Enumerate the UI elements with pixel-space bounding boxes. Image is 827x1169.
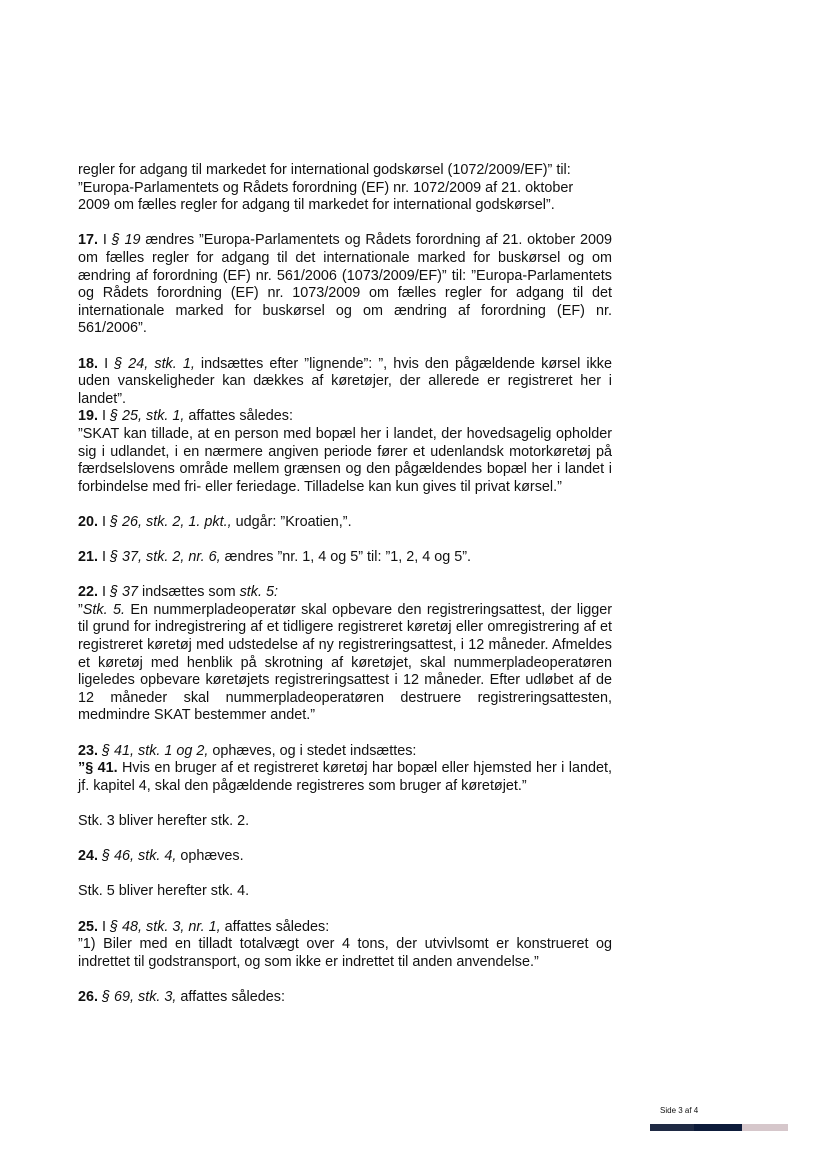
item-20-post: udgår: ”Kroatien,”. (231, 513, 352, 530)
item-21-number: 21. (78, 549, 99, 566)
item-20-ref: § 26, stk. 2, 1. pkt., (110, 513, 232, 530)
item-22-quote-text: En nummerpladeoperatør skal opbevare den registreringsattest, der ligger til grund for indregistrering af et tidligere registreret køretøj eller omregistrering af et registreret køretøj med udstedelse af ny registreringsattest, i 12 måneder. Afmeldes et køretøj med henblik på skrotning af køretøjet, skal nummerpladeoperatøren ligeledes opbevare køretøjets registreringsattest i 12 måneder. Efter udløbet af de 12 måneder skal nummerpladeoperatøren destruere registreringsattesten, medmindre SKAT bestemmer andet.” (78, 601, 612, 724)
item-25-quote: ”1) Biler med en tilladt totalvægt over 4 tons, der utvivlsomt er konstrueret og indrettet til godstransport, og som ikke er indrettet til anden anvendelse.” (78, 936, 612, 970)
item-19-post: affattes således: (184, 408, 293, 425)
item-22-quote-lead: Stk. 5. (82, 601, 125, 618)
item-24 (78, 848, 612, 866)
item-24-note: Stk. 5 bliver herefter stk. 4. (78, 883, 250, 900)
item-22-number: 22. (78, 584, 99, 601)
item-26-number: 26. (78, 988, 99, 1005)
intro-line-3: 2009 om fælles regler for adgang til markedet for international godskørsel”. (78, 197, 555, 214)
item-24-ref: § 46, stk. 4, (102, 848, 177, 865)
item-26-post: affattes således: (176, 988, 285, 1005)
item-19-ref: § 25, stk. 1, (110, 408, 185, 425)
item-25-heading (78, 919, 612, 937)
item-19-pre: I (98, 408, 111, 425)
item-20-pre: I (98, 513, 111, 530)
item-21-pre: I (98, 549, 111, 566)
item-22-quote (78, 602, 612, 725)
page-number: Side 3 af 4 (660, 1106, 699, 1115)
item-23-number: 23. (78, 742, 99, 759)
item-22-heading (78, 584, 612, 602)
footer-bar-segment-3 (742, 1124, 788, 1131)
item-17-ref: § 19 (111, 232, 141, 249)
item-20-number: 20. (78, 513, 99, 530)
document-body (78, 162, 612, 1007)
item-24-post: ophæves. (176, 848, 244, 865)
item-19-quote: ”SKAT kan tillade, at en person med bopæl her i landet, der hovedsagelig opholder sig i udlandet, i en nærmere angiven periode fører et udenlandsk motorkøretøj på færdselslovens område mellem grænsen og den pågældendes bopæl her i landet i forbindelse med fri- eller feriedage. Tilladelse kan kun gives til privat kørsel.” (78, 425, 612, 495)
item-23-post: ophæves, og i stedet indsættes: (208, 742, 417, 759)
item-19-heading (78, 408, 612, 426)
item-21-post: ændres ”nr. 1, 4 og 5” til: ”1, 2, 4 og 5”. (220, 549, 472, 566)
item-18-pre: I (98, 355, 115, 372)
intro-line-2: ”Europa-Parlamentets og Rådets forordning (EF) nr. 1072/2009 af 21. oktober (78, 179, 574, 196)
item-17 (78, 232, 612, 338)
item-19-number: 19. (78, 408, 99, 425)
item-26 (78, 989, 612, 1007)
item-25-ref: § 48, stk. 3, nr. 1, (110, 918, 221, 935)
intro-line-1: regler for adgang til markedet for international godskørsel (1072/2009/EF)” til: (78, 162, 571, 178)
item-22-ref: § 37 (110, 584, 139, 601)
item-23-note: Stk. 3 bliver herefter stk. 2. (78, 812, 250, 829)
item-22-ref2: stk. 5: (239, 584, 278, 601)
item-22-mid: indsættes som (138, 584, 240, 601)
item-18-number: 18. (78, 355, 99, 372)
item-23-quote-lead: ”§ 41. (78, 760, 118, 777)
item-25-number: 25. (78, 918, 99, 935)
item-20 (78, 514, 612, 532)
item-24-number: 24. (78, 848, 99, 865)
footer-bar-segment-1 (650, 1124, 694, 1131)
item-17-text: ændres ”Europa-Parlamentets og Rådets forordning af 21. oktober 2009 om fælles regler for adgang til det internationale marked for buskørsel og om ændring af forordning (EF) nr. 561/2006 (1073/2009/EF)” til: ”Europa-Parlamentets og Rådets forordning (EF) nr. 1073/2009 om fælles regler for adgang til det internationale marked for buskørsel og om ændring af forordning (EF) nr. 561/2006”. (78, 232, 612, 337)
item-23-ref: § 41, stk. 1 og 2, (102, 742, 209, 759)
item-23-quote (78, 760, 612, 795)
item-21-ref: § 37, stk. 2, nr. 6, (110, 549, 221, 566)
item-17-number: 17. (78, 232, 99, 249)
item-26-ref: § 69, stk. 3, (102, 988, 177, 1005)
item-23-heading (78, 743, 612, 761)
item-17-pre: I (98, 232, 112, 249)
item-18 (78, 356, 612, 409)
item-18-text: indsættes efter ”lignende”: ”, hvis den pågældende kørsel ikke uden vanskeligheder kan dækkes af køretøjer, der allerede er registreret her i landet”. (78, 355, 612, 407)
item-22-quote-open: ” (78, 601, 83, 618)
item-22-pre: I (98, 584, 111, 601)
item-25-pre: I (98, 918, 111, 935)
item-23-quote-text: Hvis en bruger af et registreret køretøj har bopæl eller hjemsted her i landet, jf. kapitel 4, skal den pågældende registreres som bruger af køretøjet.” (78, 760, 612, 794)
footer-bar-segment-2 (694, 1124, 742, 1131)
item-18-ref: § 24, stk. 1, (114, 355, 195, 372)
item-25-post: affattes således: (220, 918, 330, 935)
item-21 (78, 549, 612, 567)
